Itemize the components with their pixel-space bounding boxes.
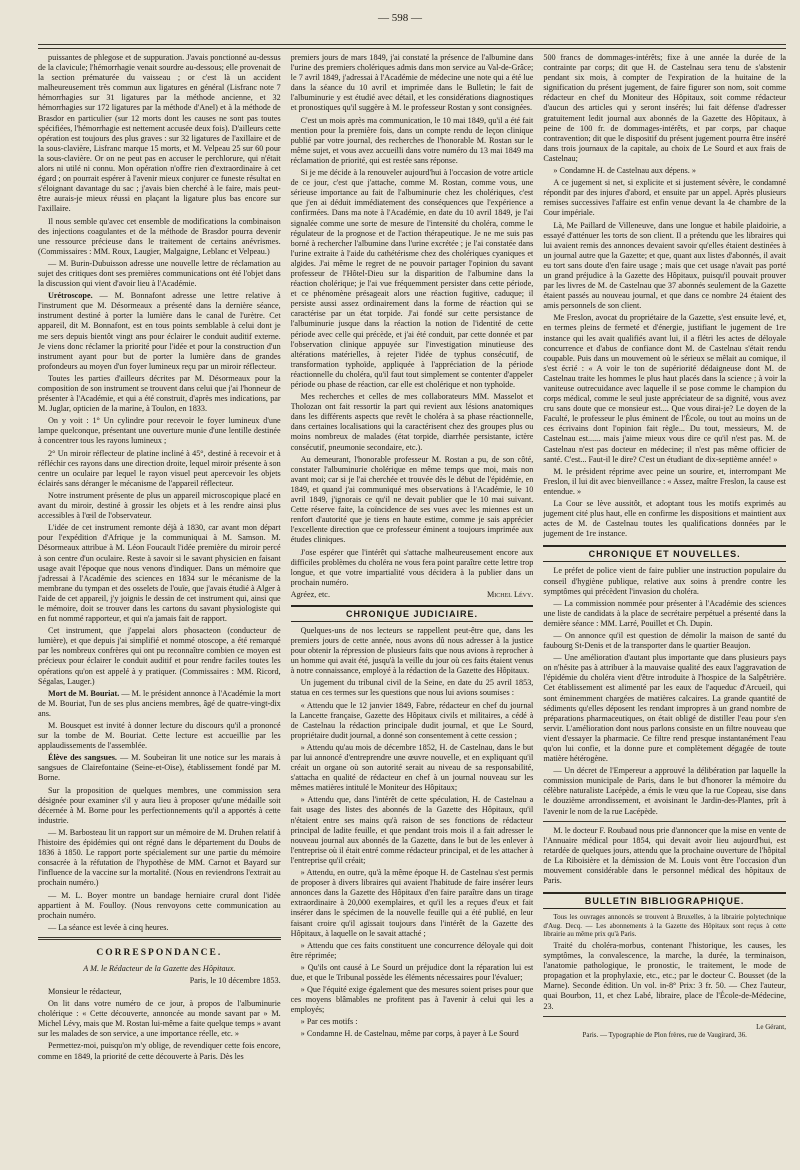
paragraph: M. le docteur F. Roubaud nous prie d'annoncer que la mise en vente de l'Annuaire médical pour 1854, qui devait avoir lieu aujourd'hui, est retardée de quelques jours, attendu que la prochaine ouverture de l'hôpital de La Riboisière et la démission de M. Louis vont être l'occasion d'un mouvement considérable dans le personnel médical des hôpitaux de Paris. <box>543 825 787 886</box>
subhead: Urétroscope. <box>48 291 93 301</box>
paragraph: Élève des sangsues. — M. Soubeiran lit une notice sur les marais à sangsues de Clairefontaine (Seine-et-Oise), établissement fondé par M. Borne. <box>38 753 281 783</box>
subhead: Mort de M. Bouriat. <box>48 688 120 698</box>
paragraph: On lit dans votre numéro de ce jour, à propos de l'albuminurie cholérique : « Cette découverte, annoncée au monde savant par » M. Michel Lévy, mais que M. Rostan lui-même a faite quelque temps » avant sur les malades de son service, a une importance réelle, etc. » <box>38 999 281 1039</box>
paragraph: » Condamne H. de Castelnau aux dépens. » <box>553 166 696 176</box>
salutation: Monsieur le rédacteur, <box>48 986 122 996</box>
paragraph: M. le président réprime avec peine un sourire, et, interrompant Me Freslon, il lui dit avec bienveillance : « Assez, maître Freslon, la cause est entendue. » <box>543 466 787 496</box>
address-line: A M. le Rédacteur de la Gazette des Hôpitaux. <box>83 963 236 973</box>
paragraph: Quelques-uns de nos lecteurs se rappellent peut-être que, dans les premiers jours de cette année, nous avons dû nous adresser à la justice pour obtenir la répression de plusieurs faits que nous avions à reprocher à un homme qui avait été, jusqu'à la veille du jour où ces faits étaient venus à notre connaissance, employé à la rédaction de la Gazette des Hôpitaux. <box>290 625 534 676</box>
header-rule <box>38 45 786 49</box>
paragraph: J'ose espérer que l'intérêt qui s'attache malheureusement encore aux difficiles problèmes du choléra ne vous fera point paraître cette lettre trop longue, et que votre impartialité vous décidera à la publier dans un prochain numéro. <box>290 547 534 587</box>
paragraph: M. Bousquet est invité à donner lecture du discours qu'il a prononcé sur la tombe de M. Bouriat. Cette lecture est accueillie par les applaudissements de l'assemblée. <box>38 721 281 751</box>
paragraph: » Attendu qu'au mois de décembre 1852, H. de Castelnau, dans le but par lui annoncé d'entreprendre une œuvre nouvelle, et en expliquant qu'il créait un organe où son autorité serait au niveau de sa responsabilité, s'attacha en qualité de rédacteur en chef à un journal nouveau sur les mêmes matières intitulé le Moniteur des Hôpitaux; <box>290 742 534 793</box>
paragraph: Permettez-moi, puisqu'on m'y oblige, de revendiquer cette fois encore, comme en 1849, la priorité de cette découverte à Paris. Dès les <box>38 1041 281 1061</box>
paragraph: » Condamne H. de Castelnau, même par corps, à payer à Le Sourd <box>300 1029 519 1039</box>
paragraph: Au demeurant, l'honorable professeur M. Rostan a pu, de son côté, constater l'albuminurie cholérique en même temps que moi, mais non avant moi; car si je l'ai cherchée et trouvée dès le début de l'épidémie, en 1849, et quand j'ai communiqué mes observations à l'Académie, le 10 avril 1849, j'ignorais ce qu'il ne devait publier que le 10 mai suivant. Cette réserve faite, la coïncidence de ses vues avec les miennes est un renfort d'autorité que je tiens en haute estime, comme je sais apprécier l'excellente direction que ce professeur éminent a toujours imprimée aux études cliniques. <box>290 454 534 545</box>
paragraph: Notre instrument présente de plus un appareil microscopique placé en avant du miroir, destiné à grossir les objets et à les rendre ainsi plus accessibles à l'œil de l'observateur. <box>38 490 281 521</box>
imprint <box>543 1023 786 1039</box>
printer-line: Paris. — Typographie de Plon frères, rue de Vaugirard, 36. <box>582 1030 747 1039</box>
paragraph: — M. Barbosteau lit un rapport sur un mémoire de M. Druhen relatif à l'histoire des épidémies qui ont régné dans le département du Doubs de 1836 à 1850. Le rapport porte spécialement sur une partie du mémoire consacrée à la réfutation de l'hypothèse de MM. Carnot et Bayard sur l'influence de la vaccine sur la mortalité. (Nous en reviendrons l'extrait au prochain numéro.) <box>38 827 281 888</box>
column-3 <box>543 53 786 1153</box>
paragraph: — La commission nommée pour présenter à l'Académie des sciences une liste de candidats à la place de secrétaire perpétuel a présenté dans la dernière séance : MM. Larré, Pouillet et Ch. Dupin. <box>543 598 787 628</box>
paragraph: C'est un mois après ma communication, le 10 mai 1849, qu'il a été fait mention pour la première fois, dans un compte rendu de leçon clinique publié par votre journal, des recherches de l'honorable M. Rostan sur le même sujet, et vous avez accueilli dans votre numéro du 13 mai 1849 ma réclamation de priorité, qui est restée sans réponse. <box>290 115 534 165</box>
paragraph: Mort de M. Bouriat. — M. le président annonce à l'Académie la mort de M. Bouriat, l'un de ses plus anciens membres, âgé de quatre-vingt-dix ans. <box>38 688 281 718</box>
paragraph: — Une amélioration d'autant plus importante que dans plusieurs pays on n'hésite pas à attribuer à la mauvaise qualité des eaux l'aggravation de l'épidémie du choléra vient d'être introduite à l'hospice de la Salpêtrière. Cet établissement est alimenté par les eaux de l'aqueduc d'Arcueil, qui sont éminemment chargées de matières calcaires. La grande quantité de sédiments qu'elles déposent les rendant impropres à un grand nombre de préparations pharmaceutiques, on était obligé de distiller l'eau pour s'en servir. L'amélioration dont nous parlons consiste en un filtre nouveau que vient d'essayer la pharmacie. Ce filtre rend presque instantanément l'eau qu'on lui confie, et la donne pure et complètement dégagée de toute matière hétérogène. <box>543 653 787 764</box>
paragraph: Cet instrument, que j'appelai alors phosacteon (conducteur de lumière), et que depuis j'ai simplifié et nommé otoscope, a été remarqué par les nombreux confrères qui ont pu reconnaître combien ce moyen est précieux pour éclairer le conduit auditif et pour rendre faciles toutes les opérations qu'on est appelé à y pratiquer. (Commissaires : MM. Ricord, Ségalas, Lauger.) <box>38 626 281 686</box>
paragraph: » Attendu, en outre, qu'à la même époque H. de Castelnau s'est permis de proposer à divers libraires qui avaient l'habitude de faire insérer leurs annonces dans la Gazette des Hôpitaux d'en faire paraître dans un tirage extraordinaire à 20,000 exemplaires, et qu'il les a reçues d'eux et fait insérer dans le spécimen de la nouvelle feuille qui a été publié, en leur faisant croire qu'il agissait toujours dans l'intérêt de la Gazette des Hôpitaux, à laquelle on le savait attaché ; <box>290 868 534 938</box>
paragraph: Urétroscope. — M. Bonnafont adresse une lettre relative à l'instrument que M. Désormeaux a présenté dans la dernière séance, instrument destiné à porter la lumière dans le canal de l'urètre. Cet appareil, dit M. Bonnafont, est en tous points semblable à celui dont je me sers depuis bientôt vingt ans pour éclairer le conduit auditif externe. Je viens donc réclamer la priorité pour l'idée et pour la construction d'un instrument ayant pour but de porter la lumière dans de grandes profondeurs au moyen d'un foyer lumineux reçu par un miroir réflecteur. <box>38 291 281 371</box>
page-header <box>38 10 786 45</box>
paragraph: Me Freslon, avocat du propriétaire de la Gazette, s'est ensuite levé, et, en termes pleins de fermeté et d'énergie, justifiant le jugement de 1re instance qui les avait qualifiés avant lui, il a flétri les actes de déloyale concurrence et d'abus de confiance dont M. de Castelnau s'était rendu coupable. Puis dans un mouvement où le sérieux se mêlait au comique, il s'est écrié : « A voir le ton de supériorité dédaigneuse dont M. de Castelnau traite les hommes le plus haut placés dans la science ; à voir la vaniteuse outrecuidance avec laquelle il se pose comme le champion du corps médical, comme le seul juste appréciateur de sa dignité, vous avez cru sans doute que ce monsieur est.... Que vous dirai-je? Le doyen de la Faculté, le professeur le plus éminent de l'École, ou tout au moins un de ces écrivains dont l'opinion fait règle... Du tout, messieurs, M. de Castelnau est...... mais j'aime mieux vous dire ce qu'il n'est pas. M. de Castelnau n'est pas docteur en médecine; il n'est pas même officier de santé. C'est... Faut-il le dire? C'est un étudiant de dix-septième année! » <box>543 313 787 464</box>
paragraph: Toutes les parties d'ailleurs décrites par M. Désormeaux pour la composition de son instrument se trouvent dans celui que j'ai l'honneur de présenter à l'Académie, et qui a été construit, d'après mes indications, par M. Juglar, opticien de la marine, à Toulon, en 1833. <box>38 373 281 414</box>
paragraph: Mes recherches et celles de mes collaborateurs MM. Masselot et Tholozan ont fait ressortir la part qui revient aux lésions anatomiques dans les différents aspects que revêt le choléra à sa phase réactionnelle, dans certaines localisations qui la caractérisent chez des groupes plus ou moins nombreux de malades (état torpide, diarrhée persistante, ictère consécutif, pneumonie secondaire, etc.). <box>290 392 534 452</box>
paragraph: » Qu'ils ont causé à Le Sourd un préjudice dont la réparation lui est due, et que le Tribunal possède les éléments nécessaires pour l'évaluer; <box>290 962 534 982</box>
paragraph: premiers jours de mars 1849, j'ai constaté la présence de l'albumine dans l'urine des premiers cholériques admis dans mon service au Val-de-Grâce; le 7 avril 1849, j'adressai à l'Académie de médecine une note qui a été lue dans la séance du 10 avril et imprimée dans le Bulletin; le fait de l'albuminurie y est étudié avec détail, et les considérations diagnostiques et pronostiques qu'il suggère à M. le professeur Rostan y sont consignées. <box>290 53 534 113</box>
paragraph: — On annonce qu'il est question de démolir la maison de santé du faubourg St-Denis et de la transporter dans le quartier Beaujon. <box>543 630 787 651</box>
paragraph: Là, Me Paillard de Villeneuve, dans une longue et habile plaidoirie, a essayé d'atténuer les torts de son client. Il a prétendu que les libraires qui lui avaient remis des annonces devaient savoir qu'elles étaient destinées à un journal autre que la Gazette; et que, quant aux listes d'abonnés, il avait eu tort sans doute d'en faire usage ; mais que cet usage n'avait pas porté un grand préjudice à la Gazette des Hôpitaux, puisqu'il pouvait prouver par les livres de M. de Castelnau que 37 abonnés seulement de la Gazette étaient passés au nouveau journal, et que dans ce nombre 24 étaient des amis personnels de son client. <box>543 220 787 311</box>
date-line: Paris, le 10 décembre 1853. <box>189 975 281 985</box>
paragraph: — Un décret de l'Empereur a approuvé la délibération par laquelle la commission municipale de Paris, dans le but d'honorer la mémoire du célèbre naturaliste Lacépède, a émis le vœu que la rue Copeau, sise dans le douzième arrondissement, et avoisinant le Jardin-des-Plantes, prît à l'avenir le nom de la rue Lacépède. <box>543 766 787 816</box>
paragraph: Sur la proposition de quelques membres, une commission sera désignée pour examiner s'il y aura lieu à proposer qu'une médaille soit décernée à M. Borne pour les perfectionnements qu'il a apportés à cette industrie. <box>38 785 281 825</box>
columns <box>38 53 786 1153</box>
paragraph: — M. Burin-Dubuisson adresse une nouvelle lettre de réclamation au sujet des critiques dont ses premières communications ont été l'objet dans la discussion qui vient d'avoir lieu à l'Académie. <box>38 258 281 289</box>
chronique-nouvelles-heading: CHRONIQUE ET NOUVELLES. <box>543 545 786 562</box>
paragraph: « Attendu que le 12 janvier 1849, Fabre, rédacteur en chef du journal la Lancette française, Gazette des Hôpitaux civils et militaires, a cédé à de Castelnau la rédaction principale dudit journal, et que Le Sourd, propriétaire dudit journal, a donné son consentement à cette cession ; <box>290 700 534 740</box>
paragraph: L'idée de cet instrument remonte déjà à 1830, car avant mon départ pour l'expédition d'Afrique je la communiquai à M. Samson. M. Désormeaux attribue à M. Léon Foucault l'idée première du miroir percé à son centre d'un oculaire. Reste à savoir si le savant physicien en faisant usage avait l'époque que nous venons d'indiquer. Dans un mémoire que j'adressai à l'Académie des sciences en 1834 sur le mécanisme de la membrane du tympan et des osselets de l'ouïe, que j'avais étudié à Alger à l'aide de cet appareil, j'y joignis le dessin de cet instrument qui, ainsi que le mémoire, doit se trouver dans les cartons du savant physiologiste qui en fut nommé rapporteur, et qui n'a jamais fait de rapport. <box>38 523 281 624</box>
paragraph: Le préfet de police vient de faire publier une instruction populaire du conseil d'hygiène publique, relative aux soins à prendre contre les symptômes qui précèdent l'invasion du choléra. <box>543 566 787 596</box>
paragraph: A ce jugement si net, si explicite et si justement sévère, le condamné répondit par des injures d'abord, et ensuite par un appel. Après plusieurs remises successives l'affaire est enfin venue devant la 4e chambre de la Cour impériale. <box>543 178 787 218</box>
chronique-judiciaire-heading: CHRONIQUE JUDICIAIRE. <box>291 605 534 622</box>
paragraph: » Attendu que, dans l'intérêt de cette spéculation, H. de Castelnau a fait usage des listes des abonnés de la Gazette des Hôpitaux, qu'il n'étaient entre ses mains qu'à raison de ses fonctions de rédacteur principal de ladite feuille, et que pendant trois mois il a fait adresser le nouveau journal aux abonnés de la Gazette, dans le but de les enlever à l'entreprise où il était entré comme rédacteur principal, et de les attacher à l'entreprise qu'il créait; <box>290 795 534 865</box>
signer-name: Michel Lévy. <box>486 589 534 599</box>
divider <box>38 937 281 940</box>
page-number: — 598 — <box>378 12 422 24</box>
paragraph: — La séance est levée à cinq heures. <box>48 922 169 932</box>
subhead: Élève des sangsues. <box>48 753 117 763</box>
column-1 <box>38 53 281 1153</box>
column-2 <box>291 53 534 1153</box>
paragraph: Il nous semble qu'avec cet ensemble de modifications la combinaison des injections coagulantes et de la méthode de Brasdor pourra devenir une ressource précieuse dans le traitement de certains anévrismes. (Commissaires : MM. Roux, Laugier, Malgaigne, Leblanc et Velpeau.) <box>38 216 281 256</box>
paragraph: 2° Un miroir réflecteur de platine incliné à 45°, destiné à recevoir et à réfléchir ces rayons dans une direction droite, lequel miroir présente à son centre un oculaire par lequel le rayon visuel peut apercevoir les objets éclairés sans déranger le mécanisme de l'appareil réflecteur. <box>38 448 281 488</box>
paragraph: Si je me décide à la renouveler aujourd'hui à l'occasion de votre article de ce jour, c'est que j'attache, comme M. Rostan, comme vous, une sérieuse importance au fait de l'albuminurie chez les cholériques, c'est que j'en ai déduit immédiatement des conséquences que l'expérience a confirmées. Dans ma note à l'Académie, en date du 10 avril 1849, je l'ai signalée comme une sorte de mesure de l'intensité du choléra, comme le régulateur de la prognose et de l'action thérapeutique. Je ne me suis pas borné à rechercher l'albumine dans l'urine excrétée ; je l'ai constatée dans l'urine extraite à l'aide du cathétérisme chez des cholériques cyaniques et algides. J'ai même le regret de ne pouvoir partager l'opinion du savant professeur de l'Hôtel-Dieu sur la disparition de l'albumine dans la réaction cholérique; je l'ai vue fréquemment persister dans cette période, et ce phénomène présageait alors une réaction fugitive, caduque; il persiste aussi assez ordinairement dans la forme de réaction qui se caractérise par un état torpide. J'ai fondé sur cette persistance de l'albuminurie jusque dans la réaction la notion de l'identité de cette période avec celle qui précède, et j'ai été conduit, par cette donnée et par l'observation clinique appuyée sur l'investigation minutieuse des altérations matérielles, à rejeter l'idée de typhus consécutif, de transformation typhoïde, appliquée à l'appréciation de la période réactionnelle du choléra, qu'il faut tout simplement se contenter d'appeler période ou phase de réaction, car elle est cholérique et non typhoïde. <box>290 168 534 389</box>
paragraph: On y voit : 1° Un cylindre pour recevoir le foyer lumineux d'une lampe quelconque, présentant une ouverture munie d'une lentille destinée à concentrer tous les rayons lumineux ; <box>38 416 281 446</box>
gerant-label: Le Gérant, <box>756 1022 787 1031</box>
divider <box>543 1016 786 1017</box>
paragraph: La Cour se lève aussitôt, et adoptant tous les motifs exprimés au jugement cité plus haut, elle en confirme les dispositions et maintient aux actes de M. de Castelnau toutes les qualifications données par le jugement de 1re instance. <box>543 499 787 539</box>
paragraph: — M. L. Boyer montre un bandage herniaire crural dont l'idée appartient à M. Foulloy. (Nous renvoyons cette communication au prochain numéro. <box>38 890 281 920</box>
divider <box>543 821 786 822</box>
paragraph: puissantes de phlegose et de suppuration. J'avais ponctionné au-dessus de la clavicule; l'hémorrhagie venait sourdre au-dessous; elle provenait de la section prématurée du vaisseau ; or c'est là un accident malheureusement très commun aux ligatures en général (Lisfranc note 7 hémorrhagies sur 31 ligatures par la méthode ancienne, et 32 hémorrhagies sur 172 ligatures par la méthode d'Anel) et à la méthode de Brasdor en particulier (sur 12 morts dont les causes ne sont pas toutes spécifiées, l'hémorrhagie est nettement accusée deux fois). D'ailleurs cette opération est toujours des plus graves : sur 32 ligatures de l'axillaire et de la sous-clavière, Lisfranc marque 15 morts, et M. Velpeau 25 sur 60 pour la sous-clavière. Or on ne peut pas en accuser le perchlorure, qui n'était alors ni utilé ni connu. Mon opération n'offre rien d'extraordinaire à cet égard ; on pourrait espérer à l'avenir mieux conjurer ce funeste résultat en s'éloignant davantage du sac ; j'avais bien cherché à le faire, mais peut-être aurais-je mieux réussi en plaçant la ligature plus bas encore sur l'axillaire. <box>38 53 281 214</box>
paragraph: 500 francs de dommages-intérêts; fixe à une année la durée de la contrainte par corps; dit que H. de Castelnau sera tenu de s'abstenir pendant six mois, à compter de l'expiration de la huitaine de la signification du présent jugement, de faire figurer son nom, soit comme rédacteur en chef du Moniteur des Hôpitaux, soit comme rédacteur d'aucun des articles qui y seront insérés; lui fait défense d'adresser gratuitement ledit journal aux abonnés de la Gazette des Hôpitaux, à peine de 100 fr. de dommages-intérêts, et par corps, par chaque contravention; dit que le dispositif du présent jugement pourra être inséré dans trois journaux de la capitale, au choix de Le Sourd et aux frais de Castelnau; <box>543 53 787 163</box>
closing: Agréez, etc. <box>290 589 330 599</box>
paragraph: » Par ces motifs : <box>300 1017 358 1027</box>
biblio-item: Traité du choléra-morbus, contenant l'historique, les causes, les symptômes, la convalescence, la marche, la durée, la terminaison, l'anatomie pathologique, le pronostic, le traitement, le mode de propagation et la prophylaxie, etc., etc.; par le docteur C. Bousset (de la Marne). Seconde édition. Un vol. in-8° Prix: 3 fr. 50. — Chez l'auteur, quai Bourbon, 11, et chez Labé, libraire, place de l'École-de-Médecine, 23. <box>543 941 787 1011</box>
paragraph: » Que l'équité exige également que des mesures soient prises pour que ces moyens blâmables ne profitent pas à l'avenir à celui qui les a employés; <box>290 985 534 1015</box>
paragraph: Un jugement du tribunal civil de la Seine, en date du 25 avril 1853, statua en ces termes sur les questions que nous lui avions soumises : <box>290 678 534 698</box>
correspondence-heading: CORRESPONDANCE. <box>96 947 223 958</box>
letter-signature <box>291 590 534 599</box>
biblio-note: Tous les ouvrages annoncés se trouvent à Bruxelles, à la librairie polytechnique d'Aug. Decq. — Les abonnements à la Gazette des Hôpitaux sont reçus à cette librairie au même prix qu'à Paris. <box>543 913 787 939</box>
bulletin-bibliographique-heading: BULLETIN BIBLIOGRAPHIQUE. <box>543 892 786 909</box>
paragraph: » Attendu que ces faits constituent une concurrence déloyale qui doit être réprimée; <box>290 940 534 960</box>
